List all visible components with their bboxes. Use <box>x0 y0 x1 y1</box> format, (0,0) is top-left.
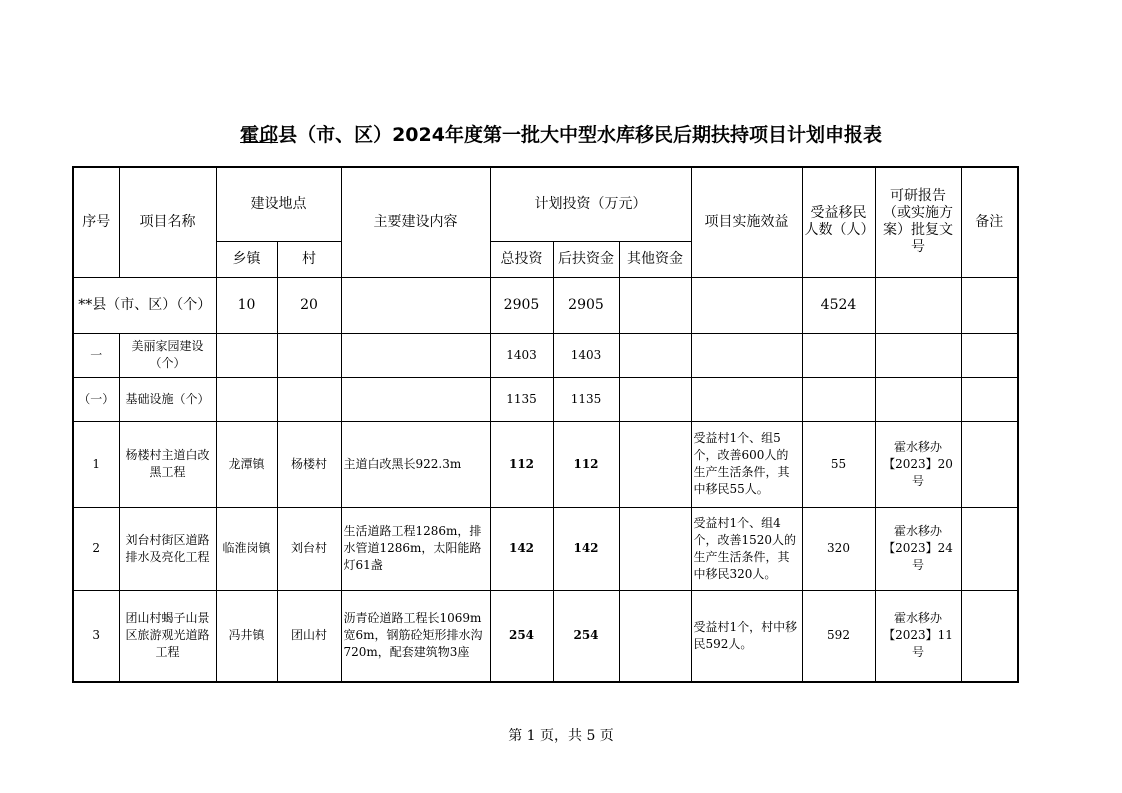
header-other: 其他资金 <box>619 241 691 277</box>
table-row <box>73 421 1018 507</box>
group2-seq: （一） <box>73 377 119 421</box>
summary-total: 2905 <box>490 277 553 333</box>
header-name: 项目名称 <box>119 167 216 277</box>
header-beneficiaries: 受益移民人数（人） <box>802 167 875 277</box>
project-table <box>72 166 1019 683</box>
empty-cell <box>802 377 875 421</box>
empty-cell <box>691 377 802 421</box>
group-row-1 <box>73 333 1018 377</box>
group2-name: 基础设施（个） <box>119 377 216 421</box>
header-approval: 可研报告（或实施方案）批复文号 <box>875 167 961 277</box>
row-beneficiaries: 320 <box>802 507 875 590</box>
empty-cell <box>961 333 1018 377</box>
header-township: 乡镇 <box>216 241 277 277</box>
row-approval: 霍水移办【2023】20号 <box>875 421 961 507</box>
empty-cell <box>875 377 961 421</box>
row-support: 254 <box>553 590 619 682</box>
header-benefit: 项目实施效益 <box>691 167 802 277</box>
empty-cell <box>691 333 802 377</box>
summary-remark <box>961 277 1018 333</box>
row-name: 杨楼村主道白改黑工程 <box>119 421 216 507</box>
row-village: 杨楼村 <box>277 421 341 507</box>
empty-cell <box>216 333 277 377</box>
header-investment: 计划投资（万元） <box>490 167 691 241</box>
empty-cell <box>341 333 490 377</box>
page-title <box>0 120 1122 147</box>
county-name: 霍邱 <box>240 124 279 146</box>
summary-other <box>619 277 691 333</box>
row-remark <box>961 507 1018 590</box>
empty-cell <box>277 333 341 377</box>
row-seq: 1 <box>73 421 119 507</box>
row-content: 生活道路工程1286m，排水管道1286m，太阳能路灯61盏 <box>341 507 490 590</box>
header-row-1 <box>73 167 1018 241</box>
row-other <box>619 590 691 682</box>
row-content: 主道白改黑长922.3m <box>341 421 490 507</box>
empty-cell <box>875 333 961 377</box>
row-content: 沥青砼道路工程长1069m宽6m，钢筋砼矩形排水沟720m，配套建筑物3座 <box>341 590 490 682</box>
empty-cell <box>619 377 691 421</box>
row-support: 112 <box>553 421 619 507</box>
group1-name: 美丽家园建设（个） <box>119 333 216 377</box>
header-total: 总投资 <box>490 241 553 277</box>
summary-support: 2905 <box>553 277 619 333</box>
row-benefit: 受益村1个，村中移民592人。 <box>691 590 802 682</box>
summary-approval <box>875 277 961 333</box>
empty-cell <box>341 377 490 421</box>
row-total: 112 <box>490 421 553 507</box>
empty-cell <box>277 377 341 421</box>
row-township: 临淮岗镇 <box>216 507 277 590</box>
summary-benefit <box>691 277 802 333</box>
group2-total: 1135 <box>490 377 553 421</box>
row-township: 龙潭镇 <box>216 421 277 507</box>
title-text: 县（市、区）2024年度第一批大中型水库移民后期扶持项目计划申报表 <box>278 124 882 146</box>
row-total: 142 <box>490 507 553 590</box>
row-name: 团山村蝎子山景区旅游观光道路工程 <box>119 590 216 682</box>
row-village: 团山村 <box>277 590 341 682</box>
empty-cell <box>216 377 277 421</box>
row-support: 142 <box>553 507 619 590</box>
empty-cell <box>961 377 1018 421</box>
table-row <box>73 590 1018 682</box>
row-benefit: 受益村1个、组5个，改善600人的生产生活条件，其中移民55人。 <box>691 421 802 507</box>
summary-village: 20 <box>277 277 341 333</box>
row-other <box>619 507 691 590</box>
summary-beneficiaries: 4524 <box>802 277 875 333</box>
summary-township: 10 <box>216 277 277 333</box>
header-seq: 序号 <box>73 167 119 277</box>
header-support: 后扶资金 <box>553 241 619 277</box>
group2-support: 1135 <box>553 377 619 421</box>
row-total: 254 <box>490 590 553 682</box>
page-footer: 第 1 页，共 5 页 <box>508 728 614 744</box>
header-village: 村 <box>277 241 341 277</box>
header-remark: 备注 <box>961 167 1018 277</box>
row-benefit: 受益村1个、组4个，改善1520人的生产生活条件，其中移民320人。 <box>691 507 802 590</box>
row-beneficiaries: 592 <box>802 590 875 682</box>
group1-total: 1403 <box>490 333 553 377</box>
row-village: 刘台村 <box>277 507 341 590</box>
empty-cell <box>802 333 875 377</box>
header-location: 建设地点 <box>216 167 341 241</box>
group1-seq: 一 <box>73 333 119 377</box>
empty-cell <box>619 333 691 377</box>
row-seq: 2 <box>73 507 119 590</box>
header-content: 主要建设内容 <box>341 167 490 277</box>
row-other <box>619 421 691 507</box>
summary-row <box>73 277 1018 333</box>
row-beneficiaries: 55 <box>802 421 875 507</box>
summary-label: **县（市、区）（个） <box>73 277 216 333</box>
row-seq: 3 <box>73 590 119 682</box>
row-remark <box>961 421 1018 507</box>
group1-support: 1403 <box>553 333 619 377</box>
group-row-2 <box>73 377 1018 421</box>
row-approval: 霍水移办【2023】11号 <box>875 590 961 682</box>
row-name: 刘台村街区道路排水及亮化工程 <box>119 507 216 590</box>
row-township: 冯井镇 <box>216 590 277 682</box>
table-row <box>73 507 1018 590</box>
row-approval: 霍水移办【2023】24号 <box>875 507 961 590</box>
summary-content <box>341 277 490 333</box>
row-remark <box>961 590 1018 682</box>
